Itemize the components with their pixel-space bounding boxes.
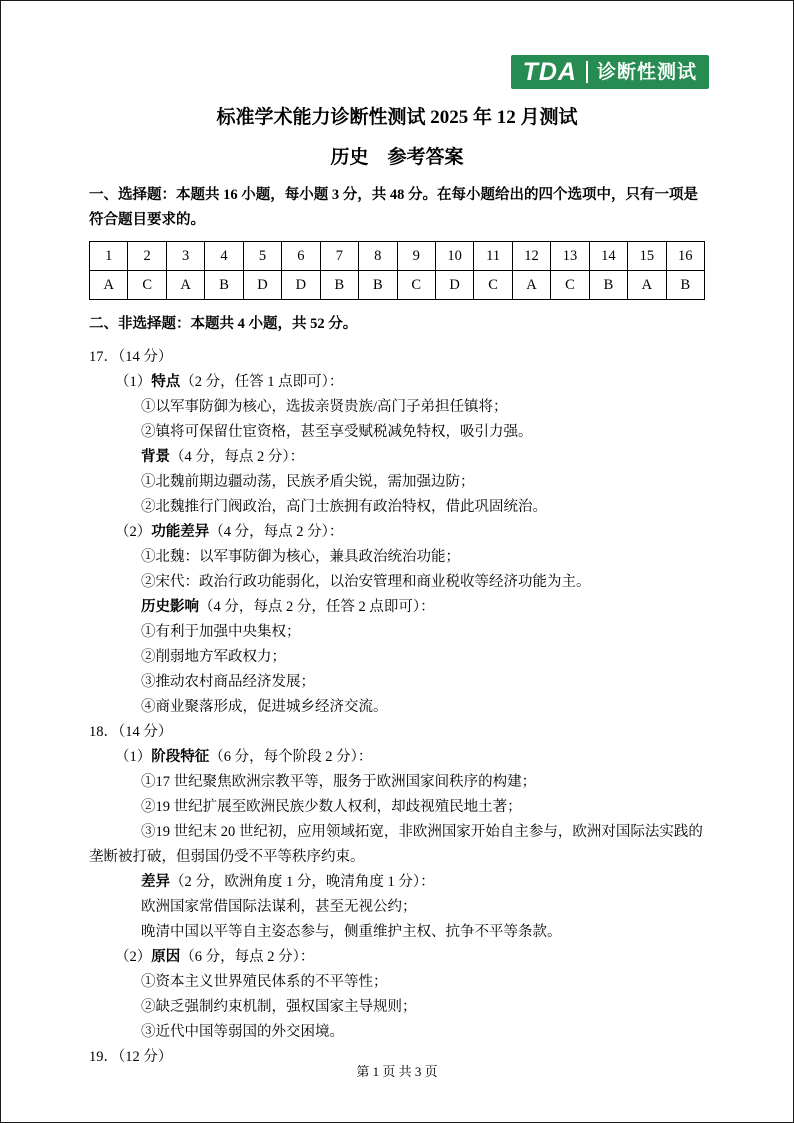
- answer-text: （1）: [115, 374, 152, 390]
- answer-line: [89, 645, 705, 670]
- question-number-cell: 7: [320, 242, 358, 271]
- answer-letter-cell: A: [90, 271, 128, 300]
- answer-line: [89, 570, 705, 595]
- answer-text: （4 分，每点 2 分）：: [209, 524, 344, 540]
- answer-keyword: 阶段特征: [151, 749, 210, 765]
- answer-text: （2 分，任答 1 点即可）：: [180, 374, 344, 390]
- answer-text: ④商业聚落形成，促进城乡经济交流。: [141, 699, 388, 715]
- answer-text: （6 分，每个阶段 2 分）：: [209, 749, 373, 765]
- answer-letter-row: [90, 271, 705, 300]
- choice-section-heading: 一、选择题：本题共 16 小题，每小题 3 分，共 48 分。在每小题给出的四个选项中，只有一项是符合题目要求的。: [89, 187, 698, 228]
- answer-line: [89, 895, 705, 920]
- answer-line: [89, 995, 705, 1020]
- answer-keyword: 特点: [151, 374, 181, 390]
- answer-line: [89, 620, 705, 645]
- answer-text: （4 分，每点 2 分）：: [170, 449, 305, 465]
- question-17: [89, 345, 705, 720]
- answer-text: （1）: [115, 749, 152, 765]
- answer-letter-cell: C: [474, 271, 512, 300]
- answer-line: [89, 870, 705, 895]
- answer-text: ③推动农村商品经济发展；: [141, 674, 315, 690]
- answer-line: [89, 920, 705, 945]
- answer-letter-cell: B: [205, 271, 243, 300]
- page-number-footer: 第 1 页 共 3 页: [356, 1064, 438, 1079]
- answer-line: [89, 545, 705, 570]
- tda-logo: [511, 55, 709, 89]
- question-18: [89, 720, 705, 1045]
- answer-text: ②宋代：政治行政功能弱化，以治安管理和商业税收等经济功能为主。: [141, 574, 591, 590]
- answer-text: （2 分，欧洲角度 1 分，晚清角度 1 分）：: [170, 874, 435, 890]
- answer-keyword: 背景: [141, 449, 170, 465]
- answer-letter-cell: A: [166, 271, 204, 300]
- answer-text: （6 分，每点 2 分）：: [180, 949, 315, 965]
- answer-line: [89, 745, 705, 770]
- question-number-cell: 11: [474, 242, 512, 271]
- answer-text: 欧洲国家常借国际法谋利，甚至无视公约；: [141, 899, 417, 915]
- answer-letter-cell: B: [320, 271, 358, 300]
- question-18-lines: [89, 745, 705, 1045]
- answer-letter-cell: A: [512, 271, 550, 300]
- question-number-cell: 10: [435, 242, 473, 271]
- answer-line: [89, 1020, 705, 1045]
- answer-text: ②镇将可保留仕宦资格，甚至享受赋税减免特权，吸引力强。: [141, 424, 533, 440]
- answer-line: [89, 395, 705, 420]
- answer-line: [89, 695, 705, 720]
- question-number-cell: 5: [243, 242, 281, 271]
- answer-text: ①资本主义世界殖民体系的不平等性；: [141, 974, 388, 990]
- answer-letter-cell: C: [397, 271, 435, 300]
- question-17-number: 17．（14 分）: [89, 349, 173, 365]
- answer-line: [89, 670, 705, 695]
- answer-line: [89, 970, 705, 995]
- question-number-cell: 2: [128, 242, 166, 271]
- answer-text: （4 分，每点 2 分，任答 2 点即可）：: [199, 599, 435, 615]
- question-number-cell: 9: [397, 242, 435, 271]
- subject-answer-title: 历史 参考答案: [330, 147, 464, 168]
- answer-line: [89, 770, 705, 795]
- answer-text: ①17 世纪聚焦欧洲宗教平等，服务于欧洲国家间秩序的构建；: [141, 774, 537, 790]
- question-number-cell: 6: [282, 242, 320, 271]
- question-19-number: 19．（12 分）: [89, 1049, 173, 1065]
- answer-letter-cell: D: [243, 271, 281, 300]
- question-17-lines: [89, 370, 705, 720]
- answer-letter-cell: C: [551, 271, 589, 300]
- answer-text: ①以军事防御为核心，选拔亲贤贵族/高门子弟担任镇将；: [141, 399, 508, 415]
- answer-text: ③近代中国等弱国的外交困境。: [141, 1024, 344, 1040]
- question-number-cell: 3: [166, 242, 204, 271]
- answer-letter-cell: B: [666, 271, 704, 300]
- answer-text: （2）: [115, 949, 152, 965]
- answer-text: ②削弱地方军政权力；: [141, 649, 286, 665]
- answer-letter-cell: C: [128, 271, 166, 300]
- question-number-cell: 4: [205, 242, 243, 271]
- answer-keyword: 历史影响: [141, 599, 199, 615]
- answer-line: [89, 595, 705, 620]
- document-content: [89, 183, 705, 1070]
- answer-text: ①有利于加强中央集权；: [141, 624, 301, 640]
- logo-divider-line: [586, 61, 588, 83]
- answer-line: [89, 820, 705, 870]
- question-number-cell: 16: [666, 242, 704, 271]
- answer-line: [89, 470, 705, 495]
- answer-letter-cell: B: [359, 271, 397, 300]
- answer-text: 晚清中国以平等自主姿态参与，侧重维护主权、抗争不平等条款。: [141, 924, 562, 940]
- answer-text: ③19 世纪末 20 世纪初，应用领域拓宽，非欧洲国家开始自主参与，欧洲对国际法实践的垄断被打破，但弱国仍受不平等秩序约束。: [89, 824, 703, 865]
- answer-text: （2）: [115, 524, 152, 540]
- answer-text: ①北魏前期边疆动荡，民族矛盾尖锐，需加强边防；: [141, 474, 475, 490]
- answer-keyword: 差异: [141, 874, 170, 890]
- answer-number-row: [90, 242, 705, 271]
- question-18-number: 18．（14 分）: [89, 724, 173, 740]
- answer-line: [89, 420, 705, 445]
- answer-letter-cell: D: [282, 271, 320, 300]
- answer-line: [89, 370, 705, 395]
- answer-text: ②19 世纪扩展至欧洲民族少数人权利，却歧视殖民地土著；: [141, 799, 522, 815]
- answer-table: [89, 241, 705, 300]
- answer-line: [89, 495, 705, 520]
- answer-line: [89, 795, 705, 820]
- question-number-cell: 13: [551, 242, 589, 271]
- question-number-cell: 8: [359, 242, 397, 271]
- question-number-cell: 12: [512, 242, 550, 271]
- answer-keyword: 功能差异: [151, 524, 210, 540]
- question-number-cell: 14: [589, 242, 627, 271]
- answer-text: ①北魏：以军事防御为核心，兼具政治统治功能；: [141, 549, 460, 565]
- question-number-cell: 1: [90, 242, 128, 271]
- document-title: 标准学术能力诊断性测试 2025 年 12 月测试: [216, 107, 578, 128]
- tda-logo-name: 诊断性测试: [596, 61, 697, 83]
- answer-letter-cell: A: [628, 271, 666, 300]
- answer-line: [89, 520, 705, 545]
- answer-letter-cell: D: [435, 271, 473, 300]
- answer-text: ②缺乏强制约束机制，强权国家主导规则；: [141, 999, 417, 1015]
- answer-line: [89, 945, 705, 970]
- answer-keyword: 原因: [151, 949, 181, 965]
- answer-line: [89, 445, 705, 470]
- answer-text: ②北魏推行门阀政治，高门士族拥有政治特权，借此巩固统治。: [141, 499, 547, 515]
- answer-letter-cell: B: [589, 271, 627, 300]
- free-response-section-heading: 二、非选择题：本题共 4 小题，共 52 分。: [89, 316, 358, 332]
- tda-logo-abbr: TDA: [522, 57, 577, 86]
- question-number-cell: 15: [628, 242, 666, 271]
